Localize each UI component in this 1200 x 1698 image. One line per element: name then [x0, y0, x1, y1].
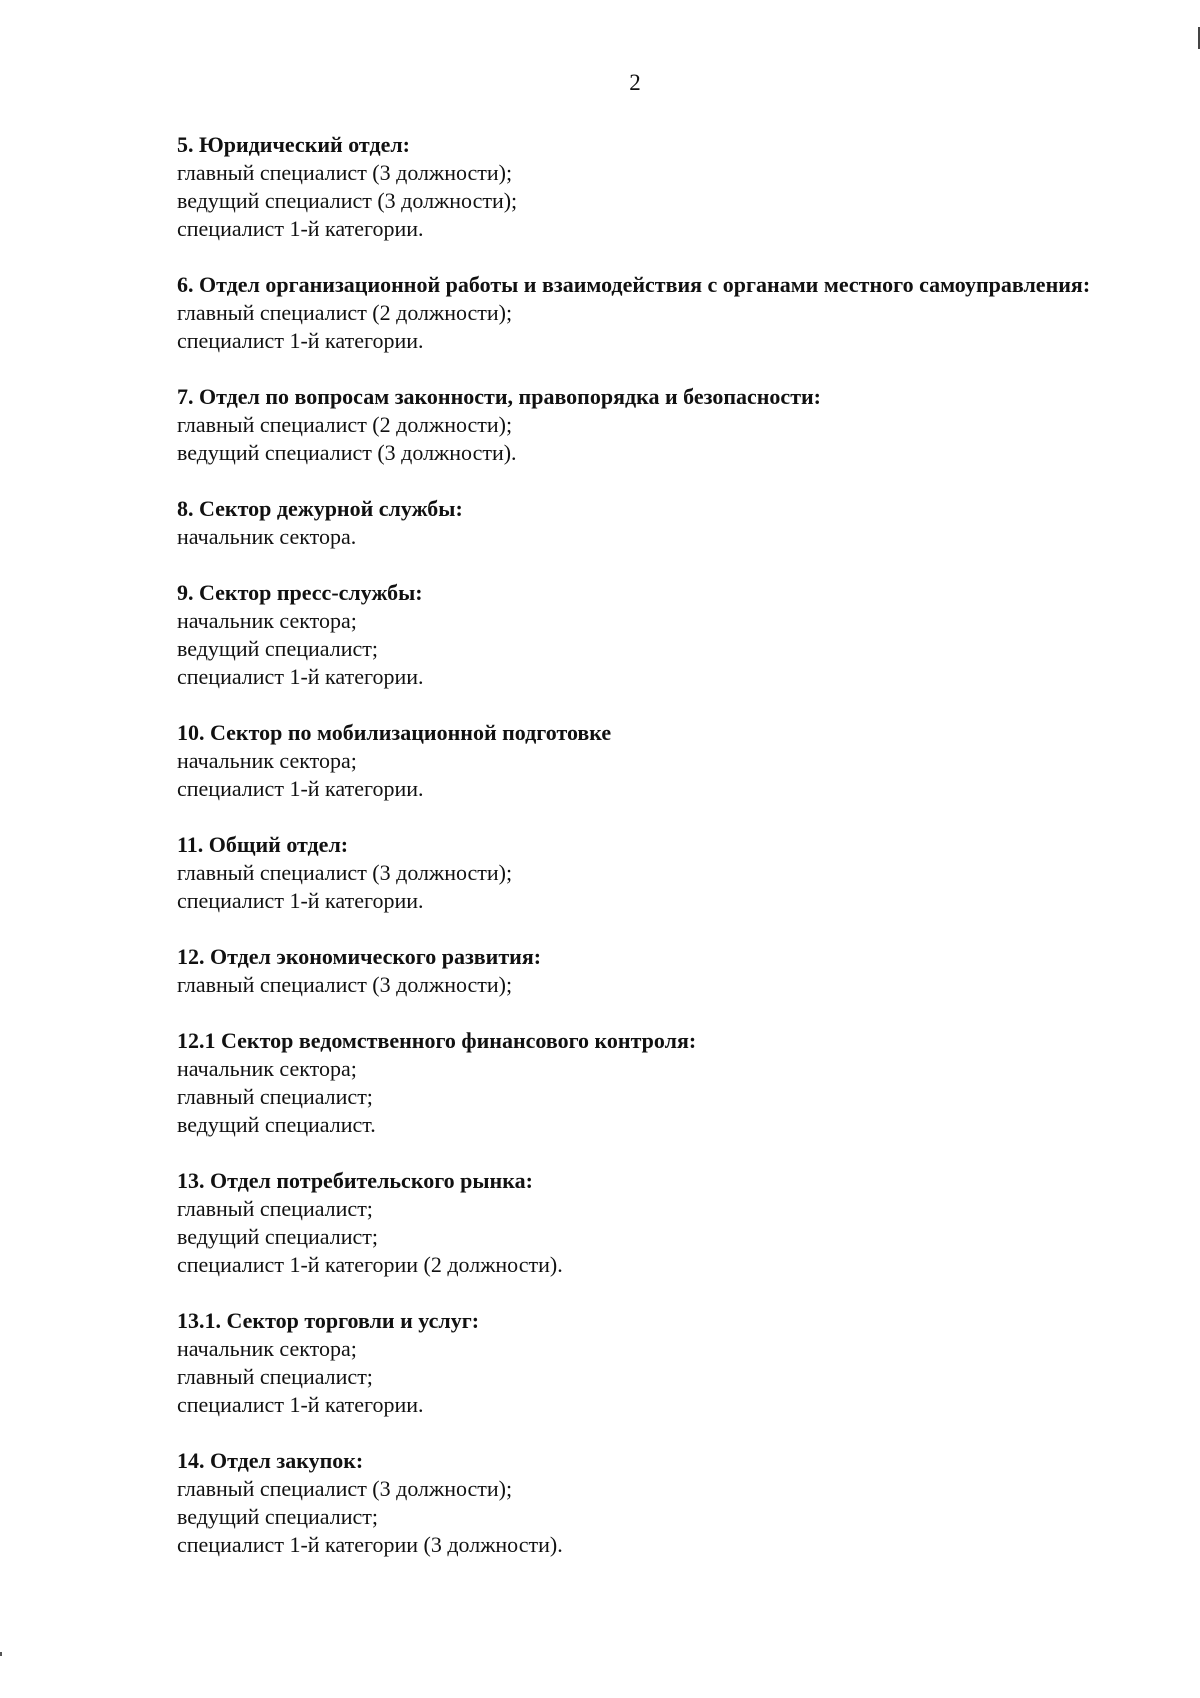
position-line: главный специалист;: [177, 1196, 373, 1221]
position-line: главный специалист (3 должности);: [177, 860, 513, 885]
section-heading: 8. Сектор дежурной службы:: [177, 496, 463, 521]
section-heading: 9. Сектор пресс-службы:: [177, 580, 423, 605]
section-duty-service: [177, 495, 1153, 551]
position-line: ведущий специалист.: [177, 1112, 376, 1137]
position-line: специалист 1-й категории.: [177, 216, 424, 241]
position-line: главный специалист (3 должности);: [177, 160, 513, 185]
position-line: главный специалист;: [177, 1364, 373, 1389]
position-line: главный специалист (3 должности);: [177, 972, 513, 997]
page-number: 2: [629, 70, 641, 95]
position-line: главный специалист;: [177, 1084, 373, 1109]
position-line: ведущий специалист (3 должности).: [177, 440, 517, 465]
position-line: главный специалист (3 должности);: [177, 1476, 513, 1501]
position-line: начальник сектора;: [177, 608, 357, 633]
section-legality-department: [177, 383, 1153, 467]
section-consumer-market: [177, 1167, 1153, 1279]
position-line: ведущий специалист;: [177, 1224, 378, 1249]
section-mobilization: [177, 719, 1153, 803]
position-line: начальник сектора;: [177, 1056, 357, 1081]
position-line: главный специалист (2 должности);: [177, 300, 513, 325]
position-line: специалист 1-й категории (3 должности).: [177, 1532, 563, 1557]
position-line: начальник сектора;: [177, 1336, 357, 1361]
section-general-department: [177, 831, 1153, 915]
position-line: специалист 1-й категории.: [177, 328, 424, 353]
section-financial-control: [177, 1027, 1153, 1139]
position-line: специалист 1-й категории.: [177, 1392, 424, 1417]
section-heading: 12. Отдел экономического развития:: [177, 944, 542, 969]
section-heading: 13.1. Сектор торговли и услуг:: [177, 1308, 480, 1333]
position-line: специалист 1-й категории.: [177, 664, 424, 689]
section-heading: 13. Отдел потребительского рынка:: [177, 1168, 533, 1193]
position-line: ведущий специалист (3 должности);: [177, 188, 518, 213]
position-line: начальник сектора.: [177, 524, 357, 549]
section-heading: 12.1 Сектор ведомственного финансового контроля:: [177, 1028, 697, 1053]
position-line: ведущий специалист;: [177, 1504, 378, 1529]
position-line: специалист 1-й категории.: [177, 776, 424, 801]
position-line: начальник сектора;: [177, 748, 357, 773]
position-line: специалист 1-й категории (2 должности).: [177, 1252, 563, 1277]
position-line: главный специалист (2 должности);: [177, 412, 513, 437]
section-trade-services: [177, 1307, 1153, 1419]
scan-edge-dot: [0, 1652, 2, 1656]
section-heading: 7. Отдел по вопросам законности, правопорядка и безопасности:: [177, 384, 822, 409]
section-heading: 14. Отдел закупок:: [177, 1448, 364, 1473]
section-heading: 5. Юридический отдел:: [177, 132, 411, 157]
position-line: ведущий специалист;: [177, 636, 378, 661]
section-organizational-department: [177, 271, 1153, 355]
section-economic-development: [177, 943, 1153, 999]
section-heading: 11. Общий отдел:: [177, 832, 349, 857]
section-heading: 6. Отдел организационной работы и взаимодействия с органами местного самоуправления:: [177, 272, 1091, 297]
section-legal-department: [177, 131, 1153, 243]
document-body: [177, 131, 1153, 1587]
section-procurement: [177, 1447, 1153, 1559]
section-heading: 10. Сектор по мобилизационной подготовке: [177, 720, 612, 745]
position-line: специалист 1-й категории.: [177, 888, 424, 913]
section-press-service: [177, 579, 1153, 691]
